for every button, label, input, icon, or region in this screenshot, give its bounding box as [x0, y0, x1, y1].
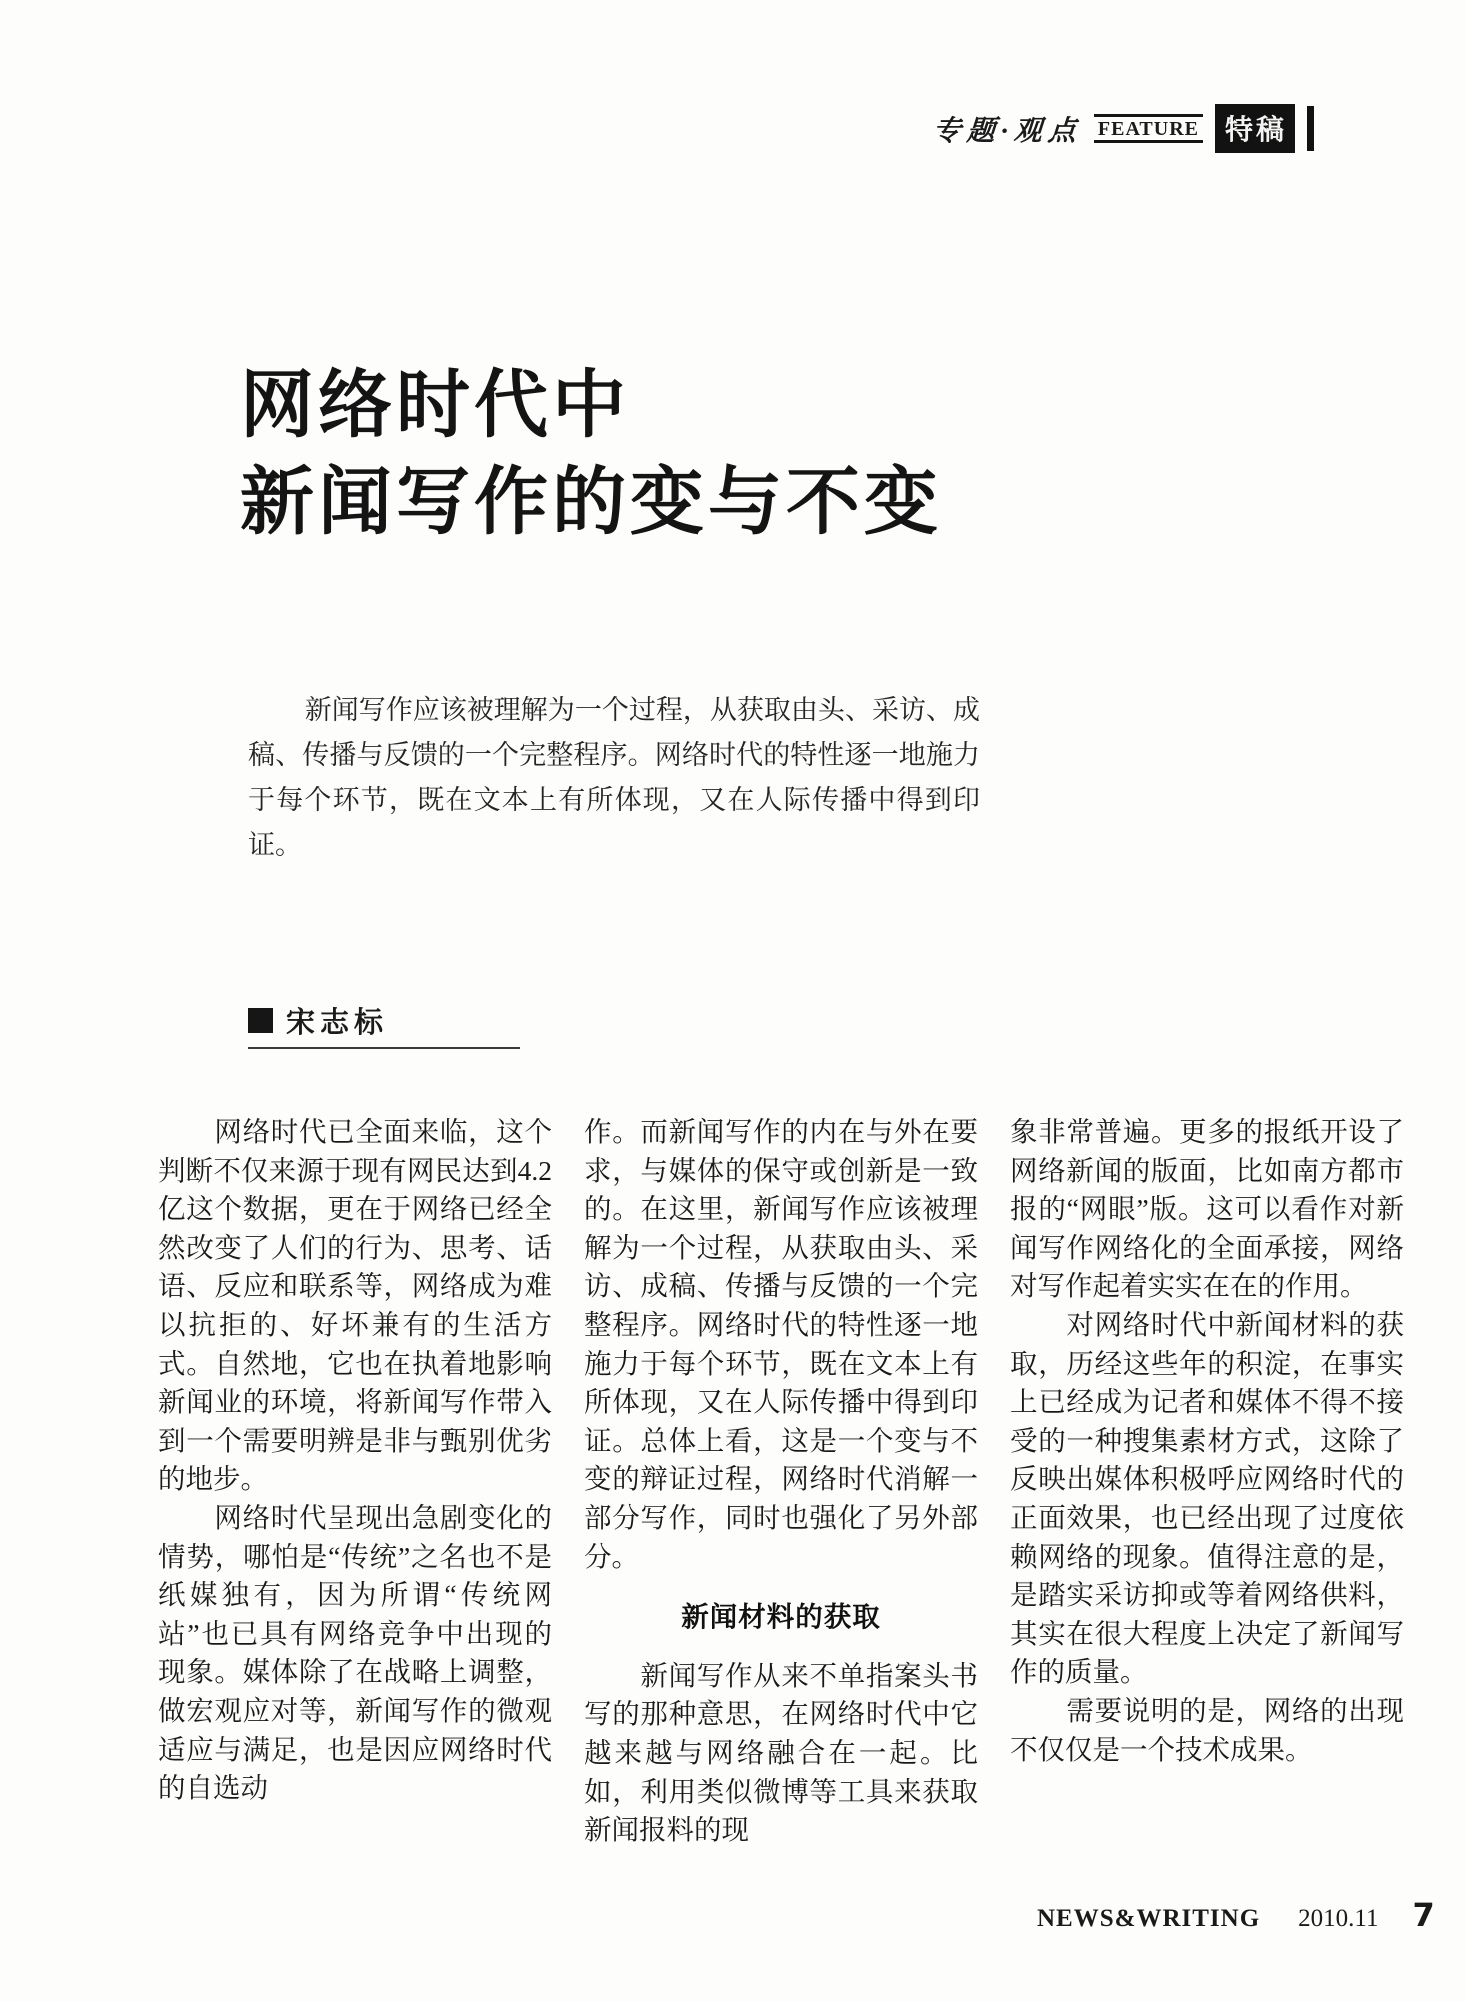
body-paragraph: 象非常普遍。更多的报纸开设了网络新闻的版面，比如南方都市报的“网眼”版。这可以看作对新闻写作网络化的全面承接，网络对写作起着实实在在的作用。	[1010, 1116, 1404, 1302]
article-title-line-2: 新闻写作的变与不变	[240, 459, 942, 545]
section-subheading: 新闻材料的获取	[681, 1601, 881, 1634]
page-number: 7	[1412, 1896, 1435, 1934]
page-header	[933, 104, 1314, 153]
author-bullet-square	[248, 1008, 273, 1033]
body-column-3	[1010, 1113, 1404, 1769]
article-abstract: 新闻写作应该被理解为一个过程，从获取由头、采访、成稿、传播与反馈的一个完整程序。网络时代的特性逐一地施力于每个环节，既在文本上有所体现，又在人际传播中得到印证。	[248, 695, 980, 861]
body-paragraph: 网络时代呈现出急剧变化的情势，哪怕是“传统”之名也不是纸媒独有，因为所谓“传统网站”也已具有网络竞争中出现的现象。媒体除了在战略上调整，做宏观应对等，新闻写作的微观适应与满足，也是因应网络时代的自选动	[158, 1501, 552, 1804]
journal-name: NEWS&WRITING	[1037, 1905, 1261, 1932]
body-paragraph: 新闻写作从来不单指案头书写的那种意思，在网络时代中它越来越与网络融合在一起。比如，利用类似微博等工具来获取新闻报料的现	[584, 1659, 978, 1846]
body-column-1	[158, 1113, 552, 1808]
article-title-line-1: 网络时代中	[240, 362, 630, 448]
section-label-english: FEATURE	[1094, 114, 1203, 143]
issue-date: 2010.11	[1298, 1905, 1379, 1932]
author-byline	[248, 1000, 520, 1049]
page-footer	[1037, 1896, 1435, 1934]
header-divider-bar	[1307, 106, 1314, 151]
body-paragraph: 需要说明的是，网络的出现不仅仅是一个技术成果。	[1010, 1694, 1404, 1765]
section-label: 专题·观点	[931, 115, 1083, 147]
body-column-2	[584, 1113, 978, 1850]
author-name: 宋志标	[286, 1005, 389, 1039]
article-title	[240, 357, 942, 551]
body-paragraph: 对网络时代中新闻材料的获取，历经这些年的积淀，在事实上已经成为记者和媒体不得不接受的一种搜集素材方式，这除了反映出媒体积极呼应网络时代的正面效果，也已经出现了过度依赖网络的现象。值得注意的是，是踏实采访抑或等着网络供料，其实在很大程度上决定了新闻写作的质量。	[1010, 1308, 1404, 1688]
body-paragraph: 作。而新闻写作的内在与外在要求，与媒体的保守或创新是一致的。在这里，新闻写作应该被理解为一个过程，从获取由头、采访、成稿、传播与反馈的一个完整程序。网络时代的特性逐一地施力于每个环节，既在文本上有所体现，又在人际传播中得到印证。总体上看，这是一个变与不变的辩证过程，网络时代消解一部分写作，同时也强化了另外部分。	[584, 1116, 978, 1572]
body-paragraph: 网络时代已全面来临，这个判断不仅来源于现有网民达到4.2亿这个数据，更在于网络已经全然改变了人们的行为、思考、话语、反应和联系等，网络成为难以抗拒的、好坏兼有的生活方式。自然地，它也在执着地影响新闻业的环境，将新闻写作带入到一个需要明辨是非与甄别优劣的地步。	[158, 1116, 552, 1495]
feature-tag-badge: 特稿	[1215, 104, 1295, 153]
